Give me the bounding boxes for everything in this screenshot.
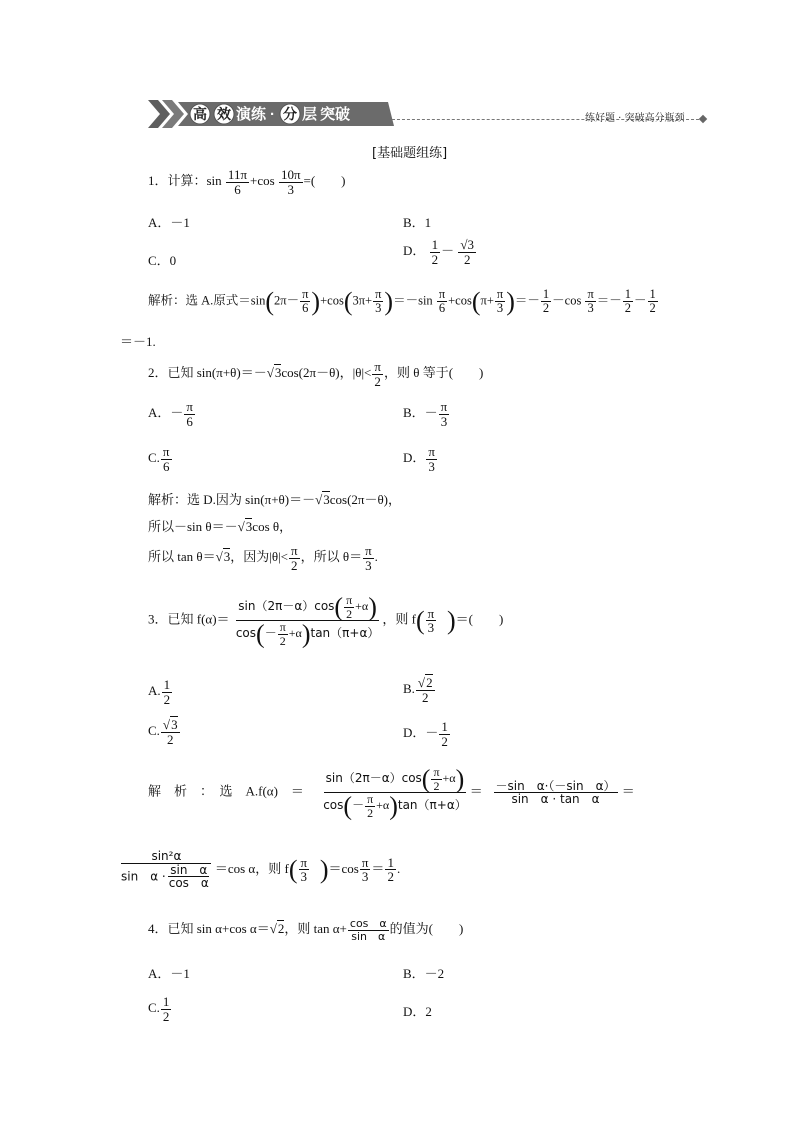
diamond-icon	[699, 115, 707, 123]
banner-char-xiao: 效	[217, 106, 231, 122]
q3-solution-line2: sin²α sin α · $\frac{\text{sin α}}{\text{cos α}}$ ＝cos α，则 f( $\frac{\pi}{3}$ )＝cos $\frac{\pi}{3}$ ＝ $\frac{1}{2}$ .	[121, 849, 401, 891]
q2-option-d[interactable]: D． $\frac{\pi}{3}$	[403, 444, 435, 474]
q1-solution-end: ＝－1.	[120, 334, 156, 349]
q2-option-a[interactable]: A．－ $\frac{\pi}{6}$	[148, 399, 193, 429]
banner-char-gao: 高	[193, 106, 207, 122]
q1-solution: 解析：选 A.原式＝sin(2π－ $\frac{\pi}{6}$ )+cos(3π+ $\frac{\pi}{3}$ )＝－sin $\frac{\pi}{6}$ +cos(π+ $\frac{\pi}{3}$ )＝－ $\frac{1}{2}$ －cos $\frac{\pi}{3}$ ＝－ $\frac{1}{2}$ － $\frac{1}{2}$	[148, 286, 656, 316]
q3-option-a[interactable]: A. $\frac{1}{2}$	[148, 677, 171, 707]
q1-stem: 1．计算：sin $\frac{11\pi}{6}$ +cos $\frac{10\pi}{3}$ =( )	[148, 167, 346, 197]
q2-solution-line1: 解析：选 D.因为 sin(π+θ)＝－√3cos(2π－θ)，	[148, 492, 402, 507]
banner-dot: ·	[270, 106, 275, 123]
q4-option-d[interactable]: D．2	[403, 1004, 432, 1019]
q2-option-b[interactable]: B．－ $\frac{\pi}{3}$	[403, 399, 448, 429]
q3-stem: 3．已知 f(α)＝ sin（2π－α）cos( $\frac{\pi}{2}$ +α) cos(－ $\frac{\pi}{2}$ +α)tan（π+α） ，则 f( $\frac{\pi}{3}$ )＝( )	[148, 592, 504, 649]
q4-option-c[interactable]: C. $\frac{1}{2}$	[148, 994, 170, 1024]
banner-char-ceng: 层	[302, 106, 318, 123]
section-title: [基础题组练]	[372, 146, 448, 161]
banner-text-yanlian: 演练	[236, 106, 267, 123]
q3-option-c[interactable]: C. $\frac{√3}{2}$	[148, 717, 178, 747]
q2-option-c[interactable]: C. $\frac{\pi}{6}$	[148, 444, 170, 474]
q1-option-a[interactable]: A．－1	[148, 215, 190, 230]
q4-option-b[interactable]: B．－2	[403, 966, 445, 981]
q2-solution-line3: 所以 tan θ＝√3，因为|θ|< $\frac{\pi}{2}$ ，所以 θ＝ $\frac{\pi}{3}$ .	[148, 543, 378, 573]
section-banner	[148, 100, 394, 128]
q3-option-d[interactable]: D．－ $\frac{1}{2}$	[403, 719, 448, 749]
q1-option-b[interactable]: B．1	[403, 215, 432, 230]
banner-char-fen: 分	[283, 106, 297, 122]
q3-solution-line1: 解 析 ： 选 A.f(α) ＝ sin（2π－α）cos( $\frac{\pi}{2}$ +α) cos(－ $\frac{\pi}{2}$ +α)tan（π+α） ＝ $\frac{\text{－sin α·（－sin α）}}{\text{sin α · tan α}}$ ＝	[148, 764, 635, 821]
q1-option-c[interactable]: C．0	[148, 253, 177, 268]
header-slogan: 练好题 · 突破高分瓶颈	[585, 113, 685, 124]
q2-solution-line2: 所以－sin θ＝－√3cos θ，	[148, 519, 293, 534]
q2-stem: 2．已知 sin(π+θ)＝－√3cos(2π－θ)，|θ|< $\frac{\pi}{2}$ ，则 θ 等于( )	[148, 359, 484, 389]
q4-stem: 4．已知 sin α+cos α＝√2，则 tan α+ $\frac{\text{cos α}}{\text{sin α}}$ 的值为( )	[148, 917, 464, 943]
banner-text-tupo: 突破	[320, 106, 351, 123]
q1-option-d[interactable]: D． $\frac{1}{2}$ － $\frac{√3}{2}$	[403, 237, 475, 267]
q3-option-b[interactable]: B. $\frac{√2}{2}$	[403, 675, 433, 705]
q4-option-a[interactable]: A．－1	[148, 966, 190, 981]
